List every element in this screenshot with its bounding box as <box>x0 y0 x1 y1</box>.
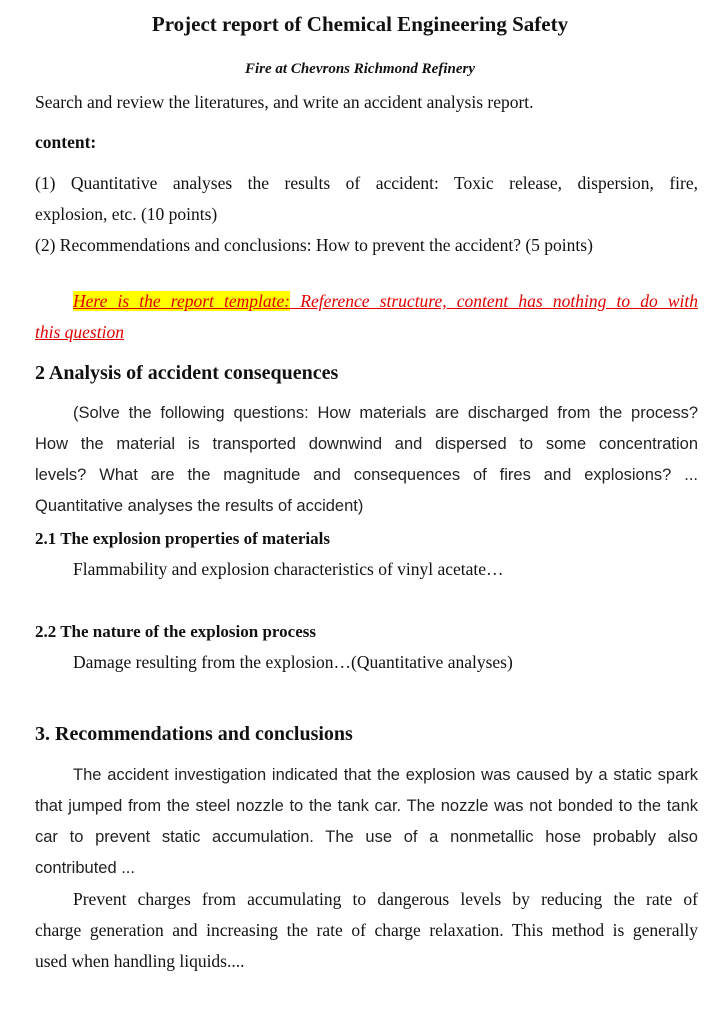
section-2-para-line-4: Quantitative analyses the results of accident) <box>35 497 364 515</box>
template-note-line-2: this question <box>35 322 124 342</box>
section-3-para1-line-1: The accident investigation indicated that the explosion was caused by a static spark <box>73 766 698 784</box>
item-line-3: (2) Recommendations and conclusions: How to prevent the accident? (5 points) <box>35 235 593 255</box>
section-2-2-text: Damage resulting from the explosion…(Quantitative analyses) <box>73 652 513 672</box>
section-2-1-text: Flammability and explosion characteristics of vinyl acetate… <box>73 559 504 579</box>
section-2-2-heading: 2.2 The nature of the explosion process <box>35 622 316 641</box>
section-2-heading: 2 Analysis of accident consequences <box>35 362 339 384</box>
section-2-1-heading: 2.1 The explosion properties of materials <box>35 529 330 548</box>
section-2-para-line-3: levels? What are the magnitude and consequences of fires and explosions? ... <box>35 466 698 484</box>
item-line-1: (1) Quantitative analyses the results of accident: Toxic release, dispersion, fire, <box>35 173 698 193</box>
page-title: Project report of Chemical Engineering Safety <box>151 12 569 36</box>
template-note-rest: Reference structure, content has nothing to do with <box>290 291 698 311</box>
section-3-para1-line-2: that jumped from the steel nozzle to the tank car. The nozzle was not bonded to the tank <box>35 797 698 815</box>
template-note-line-1 <box>73 286 698 317</box>
template-note-highlight: Here is the report template: <box>73 291 291 311</box>
intro-text: Search and review the literatures, and write an accident analysis report. <box>35 92 534 112</box>
section-3-para1-line-4: contributed ... <box>35 859 135 877</box>
section-3-para2-line-3: used when handling liquids.... <box>35 951 245 971</box>
item-line-2: explosion, etc. (10 points) <box>35 204 218 224</box>
section-3-para2-line-2: charge generation and increasing the rate of charge relaxation. This method is generally <box>35 920 698 940</box>
section-3-para2-line-1: Prevent charges from accumulating to dangerous levels by reducing the rate of <box>73 889 698 909</box>
section-3-heading: 3. Recommendations and conclusions <box>35 723 353 745</box>
section-2-para-line-1: (Solve the following questions: How materials are discharged from the process? <box>73 404 698 422</box>
page-subtitle: Fire at Chevrons Richmond Refinery <box>244 61 476 77</box>
content-label: content: <box>35 132 97 152</box>
section-2-para-line-2: How the material is transported downwind and dispersed to some concentration <box>35 435 698 453</box>
section-3-para1-line-3: car to prevent static accumulation. The use of a nonmetallic hose probably also <box>35 828 698 846</box>
